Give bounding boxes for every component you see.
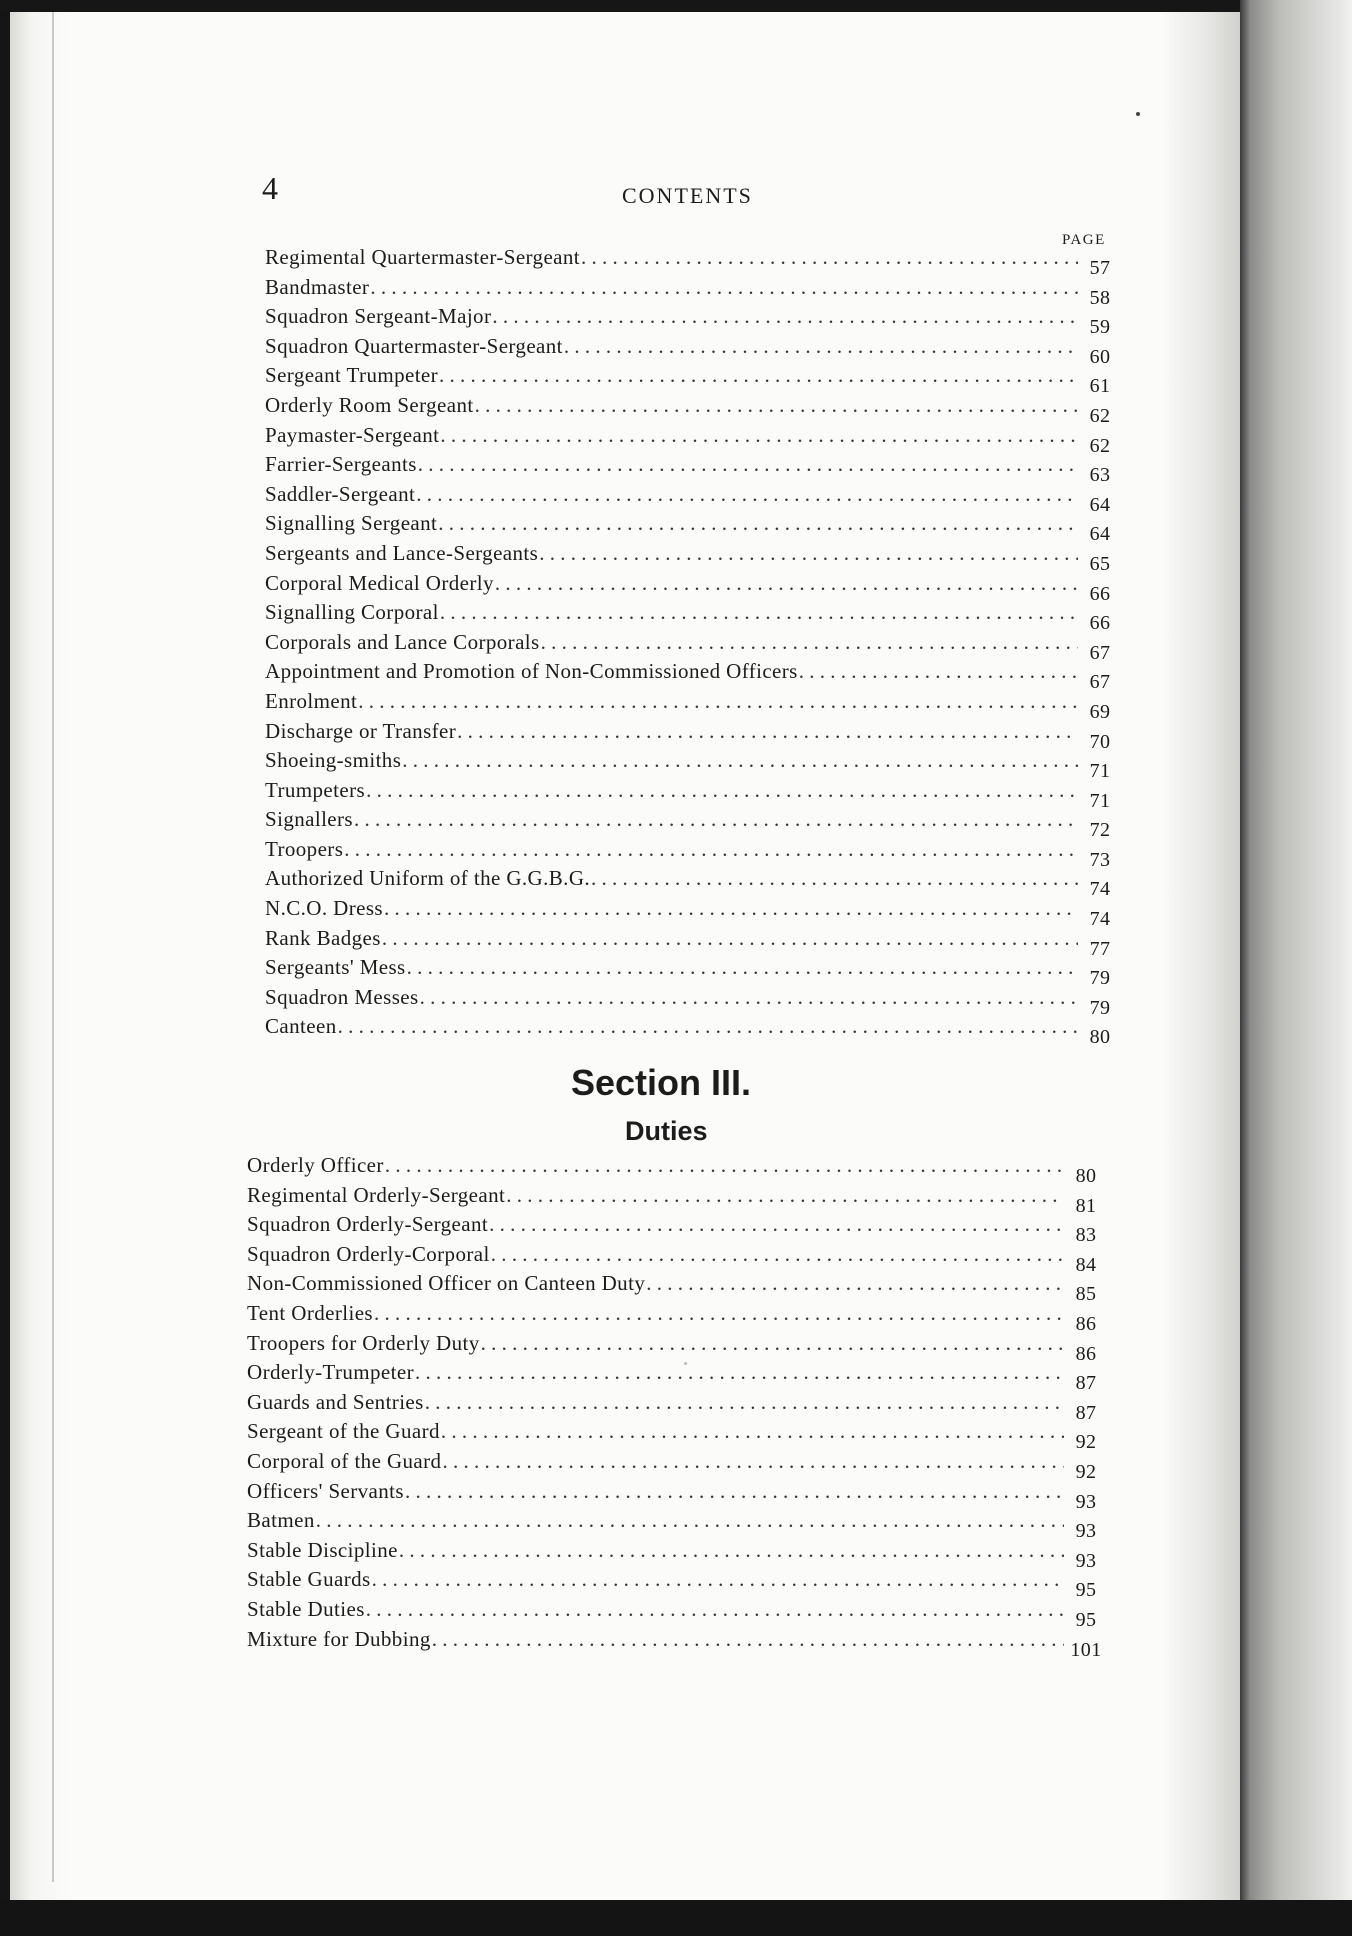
dot-leader <box>442 1449 1064 1474</box>
toc-entry <box>265 245 1118 279</box>
toc-entry <box>247 1596 1104 1631</box>
toc-entry-page: 66 <box>1089 582 1111 605</box>
toc-entry <box>265 866 1118 901</box>
toc-entry <box>265 688 1118 723</box>
toc-entry-page: 62 <box>1089 404 1111 427</box>
toc-entry-title: Corporals and Lance Corporals <box>265 629 540 654</box>
dot-leader <box>370 275 1078 300</box>
dot-leader <box>415 1360 1064 1385</box>
dot-leader <box>539 541 1078 566</box>
toc-entry-page: 73 <box>1089 848 1111 871</box>
toc-entry-title: N.C.O. Dress <box>265 896 383 921</box>
toc-entry-page: 92 <box>1075 1460 1097 1483</box>
toc-entry-title: Shoeing-smiths <box>265 748 402 773</box>
toc-entry <box>247 1271 1104 1306</box>
toc-entry-title: Rank Badges <box>265 925 381 950</box>
dot-leader <box>385 1153 1064 1178</box>
toc-entry <box>247 1153 1104 1187</box>
toc-entry-page: 71 <box>1089 789 1111 812</box>
toc-entry-page: 93 <box>1075 1549 1097 1572</box>
running-head: CONTENTS <box>622 183 753 208</box>
toc-entry-title: Troopers for Orderly Duty <box>247 1330 480 1355</box>
toc-entry-page: 84 <box>1075 1253 1097 1276</box>
dot-leader <box>440 600 1078 625</box>
toc-entry <box>265 777 1118 812</box>
toc-entry-title: Sergeant Trumpeter <box>265 363 439 388</box>
dot-leader <box>506 1183 1064 1208</box>
toc-entry <box>265 540 1118 575</box>
dot-leader <box>372 1567 1064 1592</box>
toc-entry-page: 64 <box>1089 523 1111 546</box>
dot-leader <box>425 1390 1064 1415</box>
dot-leader <box>564 334 1078 359</box>
dot-leader <box>495 571 1078 596</box>
toc-entry-page: 74 <box>1089 878 1111 901</box>
toc-entry-page: 86 <box>1075 1342 1097 1365</box>
dot-leader <box>344 837 1078 862</box>
toc-entry-title: Signalling Sergeant <box>265 511 438 536</box>
toc-entry-title: Troopers <box>265 836 344 861</box>
toc-entry-title: Sergeant of the Guard <box>247 1419 440 1444</box>
dot-leader <box>581 245 1078 270</box>
toc-entry-page: 57 <box>1089 257 1111 279</box>
toc-entry <box>247 1360 1104 1395</box>
toc-entry-page: 67 <box>1089 671 1111 694</box>
toc-entry-title: Trumpeters <box>265 777 366 802</box>
dot-leader <box>432 1627 1064 1652</box>
toc-entry-page: 66 <box>1089 612 1111 635</box>
toc-entry <box>265 600 1118 635</box>
dot-leader <box>439 363 1078 388</box>
toc-entry <box>247 1300 1104 1335</box>
toc-entry <box>265 659 1118 694</box>
toc-entry <box>265 452 1118 487</box>
dot-leader <box>384 896 1078 921</box>
scan-bottom-edge <box>0 1900 1352 1936</box>
toc-entry <box>265 511 1118 546</box>
page-number: 4 <box>262 170 278 206</box>
toc-entry-page: 81 <box>1075 1194 1097 1217</box>
dot-leader <box>492 304 1078 329</box>
toc-entry <box>265 955 1118 990</box>
toc-entry-title: Appointment and Promotion of Non-Commissioned Officers <box>265 659 798 684</box>
toc-entry-title: Guards and Sentries <box>247 1389 424 1414</box>
scan-top-edge <box>0 0 1352 12</box>
toc-entry-title: Corporal Medical Orderly <box>265 570 494 595</box>
dot-leader <box>481 1331 1064 1356</box>
toc-entry-page: 85 <box>1075 1283 1097 1306</box>
toc-entry-page: 87 <box>1075 1372 1097 1395</box>
toc-entry <box>265 836 1118 871</box>
toc-entry-page: 80 <box>1075 1165 1097 1187</box>
toc-entry <box>247 1419 1104 1454</box>
toc-entry-title: Tent Orderlies <box>247 1300 374 1325</box>
toc-entry <box>265 304 1118 339</box>
dot-leader <box>475 393 1078 418</box>
dust-speck <box>1136 112 1140 116</box>
toc-entry-title: Corporal of the Guard <box>247 1448 442 1473</box>
toc-entry-page: 101 <box>1070 1638 1102 1661</box>
toc-entry-title: Paymaster-Sergeant <box>265 422 440 447</box>
toc-entry <box>247 1508 1104 1543</box>
toc-entry <box>265 896 1118 931</box>
toc-entry-page: 70 <box>1089 730 1111 753</box>
dot-leader <box>405 1479 1064 1504</box>
toc-entry-title: Orderly Officer <box>247 1153 384 1177</box>
dot-leader <box>441 1419 1064 1444</box>
dot-leader <box>358 689 1078 714</box>
toc-entry <box>265 392 1118 427</box>
toc-entry <box>265 984 1118 1019</box>
toc-entry-page: 95 <box>1075 1579 1097 1602</box>
book-gutter-shadow <box>1240 0 1352 1936</box>
dot-leader <box>416 482 1078 507</box>
toc-entry-title: Squadron Quartermaster-Sergeant <box>265 333 563 358</box>
toc-entry-title: Discharge or Transfer <box>265 718 457 743</box>
toc-entry-page: 72 <box>1089 819 1111 842</box>
toc-entry-title: Orderly-Trumpeter <box>247 1360 414 1385</box>
toc-entry <box>247 1537 1104 1572</box>
toc-entry-title: Sergeants' Mess <box>265 955 406 980</box>
toc-entry <box>265 481 1118 516</box>
scan-border-line <box>52 12 54 1882</box>
toc-entry <box>265 807 1118 842</box>
toc-entry-page: 64 <box>1089 493 1111 516</box>
toc-entry <box>247 1626 1104 1661</box>
toc-entry-page: 65 <box>1089 552 1111 575</box>
toc-entry <box>265 748 1118 783</box>
toc-entry <box>247 1212 1104 1247</box>
dot-leader <box>418 452 1078 477</box>
toc-entry <box>247 1567 1104 1602</box>
dot-leader <box>366 778 1078 803</box>
toc-entry-page: 58 <box>1089 286 1111 309</box>
toc-entry-page: 93 <box>1075 1490 1097 1513</box>
toc-entry <box>265 718 1118 753</box>
section-subtitle: Duties <box>625 1116 708 1146</box>
toc-entry <box>265 333 1118 368</box>
dot-leader <box>399 1538 1064 1563</box>
toc-entry-page: 93 <box>1075 1520 1097 1543</box>
toc-entry <box>265 629 1118 664</box>
toc-entry-page: 77 <box>1089 937 1111 960</box>
dot-leader <box>382 926 1078 951</box>
toc-entry <box>247 1448 1104 1483</box>
toc-entry-title: Enrolment <box>265 688 358 713</box>
toc-entry <box>265 570 1118 605</box>
dot-leader <box>354 807 1078 832</box>
toc-list-part2 <box>247 1153 1104 1661</box>
toc-entry-title: Bandmaster <box>265 274 370 299</box>
toc-entry-page: 79 <box>1089 967 1111 990</box>
toc-entry-title: Officers' Servants <box>247 1478 404 1503</box>
dot-leader <box>491 1242 1064 1267</box>
toc-entry <box>247 1330 1104 1365</box>
toc-entry <box>265 363 1118 398</box>
toc-entry-title: Mixture for Dubbing <box>247 1626 431 1651</box>
toc-entry-page: 86 <box>1075 1312 1097 1335</box>
toc-entry-page: 95 <box>1075 1608 1097 1631</box>
toc-entry <box>247 1241 1104 1276</box>
toc-entry-page: 63 <box>1089 464 1111 487</box>
toc-entry-title: Signallers <box>265 807 353 832</box>
toc-entry-page: 67 <box>1089 641 1111 664</box>
toc-entry-page: 74 <box>1089 908 1111 931</box>
toc-entry-title: Saddler-Sergeant <box>265 481 416 506</box>
toc-entry <box>265 422 1118 457</box>
dot-leader <box>440 423 1078 448</box>
toc-entry-title: Farrier-Sergeants <box>265 452 417 477</box>
toc-entry-page: 83 <box>1075 1224 1097 1247</box>
dot-leader <box>366 1597 1064 1622</box>
toc-entry-title: Squadron Messes <box>265 984 419 1009</box>
toc-entry-title: Regimental Orderly-Sergeant <box>247 1182 506 1207</box>
toc-entry-page: 79 <box>1089 996 1111 1019</box>
dot-leader <box>799 659 1078 684</box>
toc-entry-title: Canteen <box>265 1014 337 1039</box>
toc-entry-page: 71 <box>1089 760 1111 783</box>
toc-entry <box>265 925 1118 960</box>
toc-entry-page: 62 <box>1089 434 1111 457</box>
toc-entry-title: Non-Commissioned Officer on Canteen Duty <box>247 1271 646 1296</box>
toc-entry-title: Signalling Corporal <box>265 600 439 625</box>
toc-entry-page: 59 <box>1089 316 1111 339</box>
toc-entry <box>247 1389 1104 1424</box>
toc-entry-title: Sergeants and Lance-Sergeants <box>265 540 539 565</box>
dot-leader <box>457 719 1078 744</box>
dot-leader <box>438 511 1078 536</box>
dot-leader <box>591 866 1078 891</box>
dot-leader <box>338 1014 1078 1039</box>
toc-list-part1 <box>265 245 1118 1049</box>
dot-leader <box>316 1508 1064 1533</box>
toc-entry-title: Stable Discipline <box>247 1537 398 1562</box>
dot-leader <box>646 1271 1064 1296</box>
dot-leader <box>374 1301 1064 1326</box>
toc-entry-page: 60 <box>1089 345 1111 368</box>
toc-entry-page: 61 <box>1089 375 1111 398</box>
scan-left-edge <box>0 0 10 1936</box>
section-title: Section III. <box>571 1062 752 1103</box>
toc-entry-title: Stable Duties <box>247 1596 365 1621</box>
toc-entry-title: Orderly Room Sergeant <box>265 392 474 417</box>
page-column-label: PAGE <box>1062 232 1106 248</box>
toc-entry-title: Stable Guards <box>247 1567 371 1592</box>
toc-entry-page: 69 <box>1089 700 1111 723</box>
dot-leader <box>402 748 1078 773</box>
toc-entry-title: Squadron Orderly-Corporal <box>247 1241 490 1266</box>
toc-entry-page: 92 <box>1075 1431 1097 1454</box>
toc-entry-title: Squadron Orderly-Sergeant <box>247 1212 489 1237</box>
dot-leader <box>407 955 1078 980</box>
toc-entry-title: Batmen <box>247 1508 315 1533</box>
dot-leader <box>489 1212 1064 1237</box>
dot-leader <box>420 985 1078 1010</box>
toc-entry-page: 80 <box>1089 1026 1111 1049</box>
toc-entry-page: 87 <box>1075 1401 1097 1424</box>
dot-leader <box>541 630 1078 655</box>
toc-entry <box>265 274 1118 309</box>
toc-entry <box>247 1478 1104 1513</box>
toc-entry <box>247 1182 1104 1217</box>
toc-entry <box>265 1014 1118 1049</box>
toc-entry-title: Authorized Uniform of the G.G.B.G. <box>265 866 591 891</box>
toc-entry-title: Squadron Sergeant-Major <box>265 304 492 329</box>
toc-entry-title: Regimental Quartermaster-Sergeant <box>265 245 581 269</box>
